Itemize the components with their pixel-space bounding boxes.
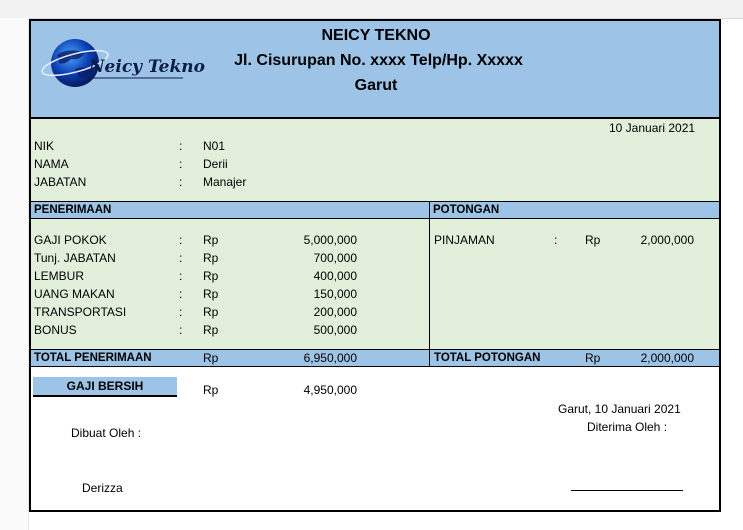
earnings-total-currency: Rp (203, 351, 219, 365)
sheet-column-header-strip (0, 0, 743, 19)
company-name: NEICY TEKNO (321, 27, 431, 44)
salary-slip (29, 19, 721, 512)
earning-label: BONUS (34, 323, 77, 337)
deduction-label: PINJAMAN (434, 233, 495, 247)
column-divider (429, 201, 430, 367)
deductions-total-label: TOTAL POTONGAN (434, 352, 541, 364)
earning-amount: 500,000 (313, 323, 357, 337)
received-by-label: Diterima Oleh : (587, 420, 668, 434)
employee-info-section (31, 119, 719, 201)
deductions-total-amount: 2,000,000 (640, 351, 694, 365)
name-label: NAMA (34, 157, 69, 171)
earning-label: LEMBUR (34, 269, 85, 283)
deductions-list (430, 219, 719, 349)
name-separator: : (179, 157, 183, 171)
earning-separator: : (179, 323, 183, 337)
svg-text:Neicy Tekno: Neicy Tekno (89, 57, 205, 77)
nik-label: NIK (34, 139, 55, 153)
earning-separator: : (179, 305, 183, 319)
earning-separator: : (179, 233, 183, 247)
earning-amount: 200,000 (313, 305, 357, 319)
company-address: Jl. Cisurupan No. xxxx Telp/Hp. Xxxxx (234, 52, 523, 69)
slip-date: 10 Januari 2021 (609, 121, 696, 135)
earnings-total-amount: 6,950,000 (303, 351, 357, 365)
earning-amount: 400,000 (313, 269, 357, 283)
earning-currency: Rp (203, 251, 219, 265)
prepared-by-name: Derizza (82, 481, 123, 495)
earning-amount: 5,000,000 (303, 233, 357, 247)
name-value: Derii (203, 157, 228, 171)
earning-separator: : (179, 269, 183, 283)
position-value: Manajer (203, 175, 247, 189)
deductions-total-currency: Rp (585, 351, 601, 365)
earning-separator: : (179, 287, 183, 301)
position-separator: : (179, 175, 183, 189)
net-pay-currency: Rp (203, 383, 219, 397)
company-city: Garut (354, 77, 398, 94)
nik-value: N01 (203, 139, 226, 153)
earnings-list (31, 219, 429, 349)
deduction-currency: Rp (585, 233, 601, 247)
position-label: JABATAN (34, 175, 87, 189)
signature-line (571, 490, 683, 491)
earning-label: UANG MAKAN (34, 287, 115, 301)
earning-label: Tunj. JABATAN (34, 251, 116, 265)
earning-currency: Rp (203, 323, 219, 337)
earning-label: TRANSPORTASI (34, 305, 127, 319)
earning-currency: Rp (203, 269, 219, 283)
earning-currency: Rp (203, 233, 219, 247)
earning-separator: : (179, 251, 183, 265)
earning-amount: 150,000 (313, 287, 357, 301)
company-logo (45, 35, 205, 95)
deductions-header: POTONGAN (430, 201, 719, 219)
earning-label: GAJI POKOK (34, 233, 107, 247)
nik-separator: : (179, 139, 183, 153)
earning-currency: Rp (203, 287, 219, 301)
earning-amount: 700,000 (313, 251, 357, 265)
deduction-amount: 2,000,000 (640, 233, 694, 247)
net-pay-label: GAJI BERSIH (33, 377, 177, 397)
slip-header (31, 21, 719, 119)
prepared-by-label: Dibuat Oleh : (71, 426, 142, 440)
earnings-header: PENERIMAAN (31, 201, 429, 219)
deduction-separator: : (554, 233, 558, 247)
earnings-total-row (31, 349, 429, 367)
sheet-row-header-strip (0, 18, 29, 530)
earning-currency: Rp (203, 305, 219, 319)
place-date: Garut, 10 Januari 2021 (558, 402, 681, 416)
deductions-total-row (430, 349, 719, 367)
earnings-total-label: TOTAL PENERIMAAN (34, 352, 152, 364)
net-pay-amount: 4,950,000 (303, 383, 357, 397)
